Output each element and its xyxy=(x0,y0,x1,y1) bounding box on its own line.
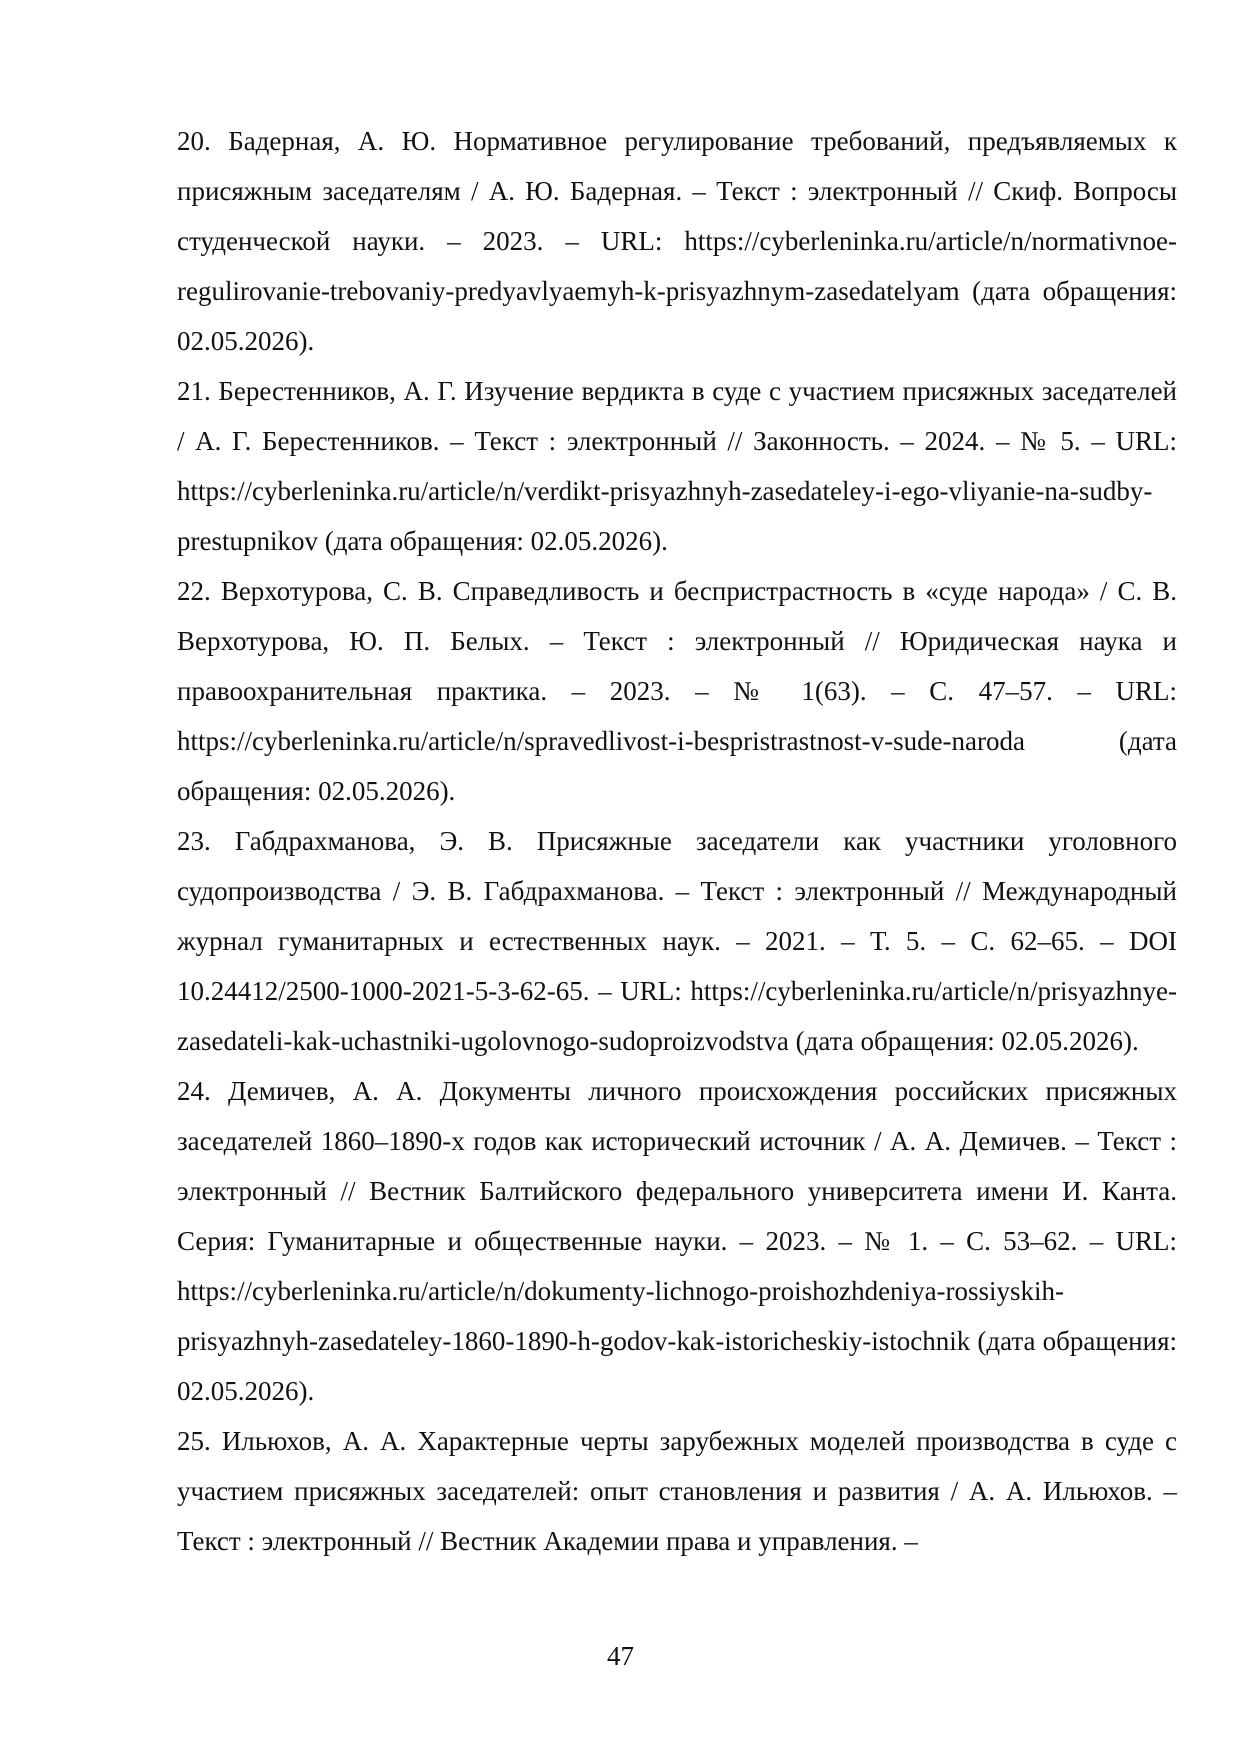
reference-number: 25. xyxy=(177,1426,211,1456)
reference-entry-25 xyxy=(177,1416,1177,1566)
reference-text: Демичев, А. А. Документы личного происхождения российских присяжных заседателей 1860–1890-х годов как исторический источник / А. А. Демичев. – Текст : электронный // Вестник Балтийского федерального университета имени И. Канта. Серия: Гуманитарные и общественные науки. – 2023. – № 1. – С. 53–62. – URL: https://cyberleninka.ru/article/n/dokumenty-lichnogo-proishozhdeniya-rossiyskih-prisyazhnyh-zasedateley-1860-1890-h-godov-kak-istoricheskiy-istochnik (дата обращения: 02.05.2026). xyxy=(177,1076,1178,1406)
reference-number: 22. xyxy=(177,576,211,606)
reference-number: 21. xyxy=(177,376,211,406)
reference-list xyxy=(177,116,1177,1566)
reference-number: 20. xyxy=(177,126,211,156)
reference-entry-20 xyxy=(177,116,1177,366)
reference-number: 23. xyxy=(177,826,211,856)
reference-text: Ильюхов, А. А. Характерные черты зарубежных моделей производства в суде с участием присяжных заседателей: опыт становления и развития / А. А. Ильюхов. – Текст : электронный // Вестник Академии права и управления. – xyxy=(177,1426,1178,1556)
reference-text: Верхотурова, С. В. Справедливость и беспристрастность в «суде народа» / С. В. Верхотурова, Ю. П. Белых. – Текст : электронный // Юридическая наука и правоохранительная практика. – 2023. – № 1(63). – С. 47–57. – URL: https://cyberleninka.ru/article/n/spravedlivost-i-bespristrastnost-v-sude-naroda (дата обращения: 02.05.2026). xyxy=(177,576,1178,806)
reference-entry-22 xyxy=(177,566,1177,816)
reference-entry-24 xyxy=(177,1066,1177,1416)
reference-text: Габдрахманова, Э. В. Присяжные заседатели как участники уголовного судопроизводства / Э. В. Габдрахманова. – Текст : электронный // Международный журнал гуманитарных и естественных наук. – 2021. – Т. 5. – С. 62–65. – DOI 10.24412/2500-1000-2021-5-3-62-65. – URL: https://cyberleninka.ru/article/n/prisyazhnye-zasedateli-kak-uchastniki-ugolovnogo-sudoproizvodstva (дата обращения: 02.05.2026). xyxy=(177,826,1178,1056)
reference-text: Бадерная, А. Ю. Нормативное регулирование требований, предъявляемых к присяжным заседателям / А. Ю. Бадерная. – Текст : электронный // Скиф. Вопросы студенческой науки. – 2023. – URL: https://cyberleninka.ru/article/n/normativnoe-regulirovanie-trebovaniy-predyavlyaemyh-k-prisyazhnym-zasedatelyam (дата обращения: 02.05.2026). xyxy=(177,126,1177,356)
reference-text: Берестенников, А. Г. Изучение вердикта в суде с участием присяжных заседателей / А. Г. Берестенников. – Текст : электронный // Законность. – 2024. – № 5. – URL: https://cyberleninka.ru/article/n/verdikt-prisyazhnyh-zasedateley-i-ego-vliyanie-na-sudby-prestupnikov (дата обращения: 02.05.2026). xyxy=(177,376,1178,556)
reference-entry-21 xyxy=(177,366,1177,566)
reference-number: 24. xyxy=(177,1076,211,1106)
reference-entry-23 xyxy=(177,816,1177,1066)
page-number: 47 xyxy=(607,1641,634,1671)
